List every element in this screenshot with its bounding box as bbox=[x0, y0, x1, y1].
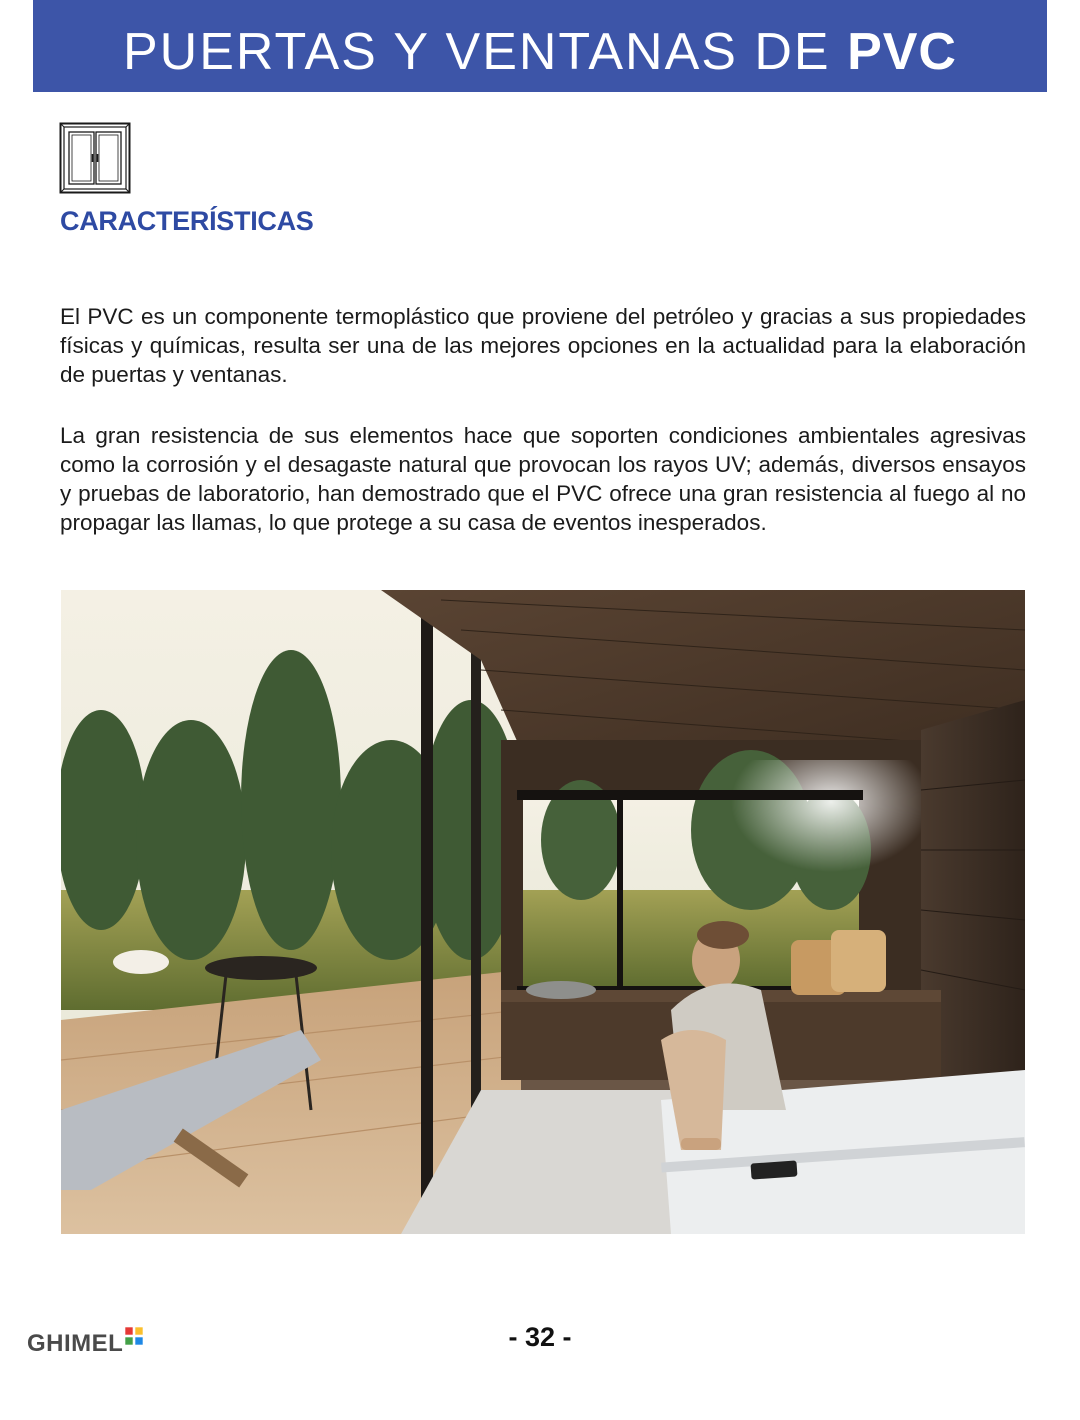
photo-bedroom-window bbox=[61, 590, 1025, 1234]
paragraph-resistance: La gran resistencia de sus elementos hace que soporten condiciones ambientales agresivas como la corrosión y el desagaste natural que provocan los rayos UV; además, diversos ensayos y pruebas de laboratorio, han demostrado que el PVC ofrece una gran resistencia al fuego al no propagar las llamas, lo que protege a su casa de eventos inesperados. bbox=[60, 422, 1026, 535]
logo-text: GHIMEL bbox=[27, 1330, 124, 1357]
paragraph-intro: El PVC es un componente termoplástico que proviene del petróleo y gracias a sus propiedades físicas y químicas, resulta ser una de las mejores opciones en la actualidad para la elaboración de puertas y ventanas. bbox=[60, 303, 1026, 387]
page-number: - 32 - bbox=[508, 1322, 572, 1352]
page-title-light: PUERTAS Y VENTANAS DE bbox=[123, 23, 848, 81]
header-band bbox=[33, 0, 1047, 92]
section-heading: CARACTERÍSTICAS bbox=[60, 206, 314, 236]
page-title-bold: PVC bbox=[847, 23, 957, 81]
page-title bbox=[33, 22, 1047, 82]
window-icon bbox=[59, 122, 131, 194]
